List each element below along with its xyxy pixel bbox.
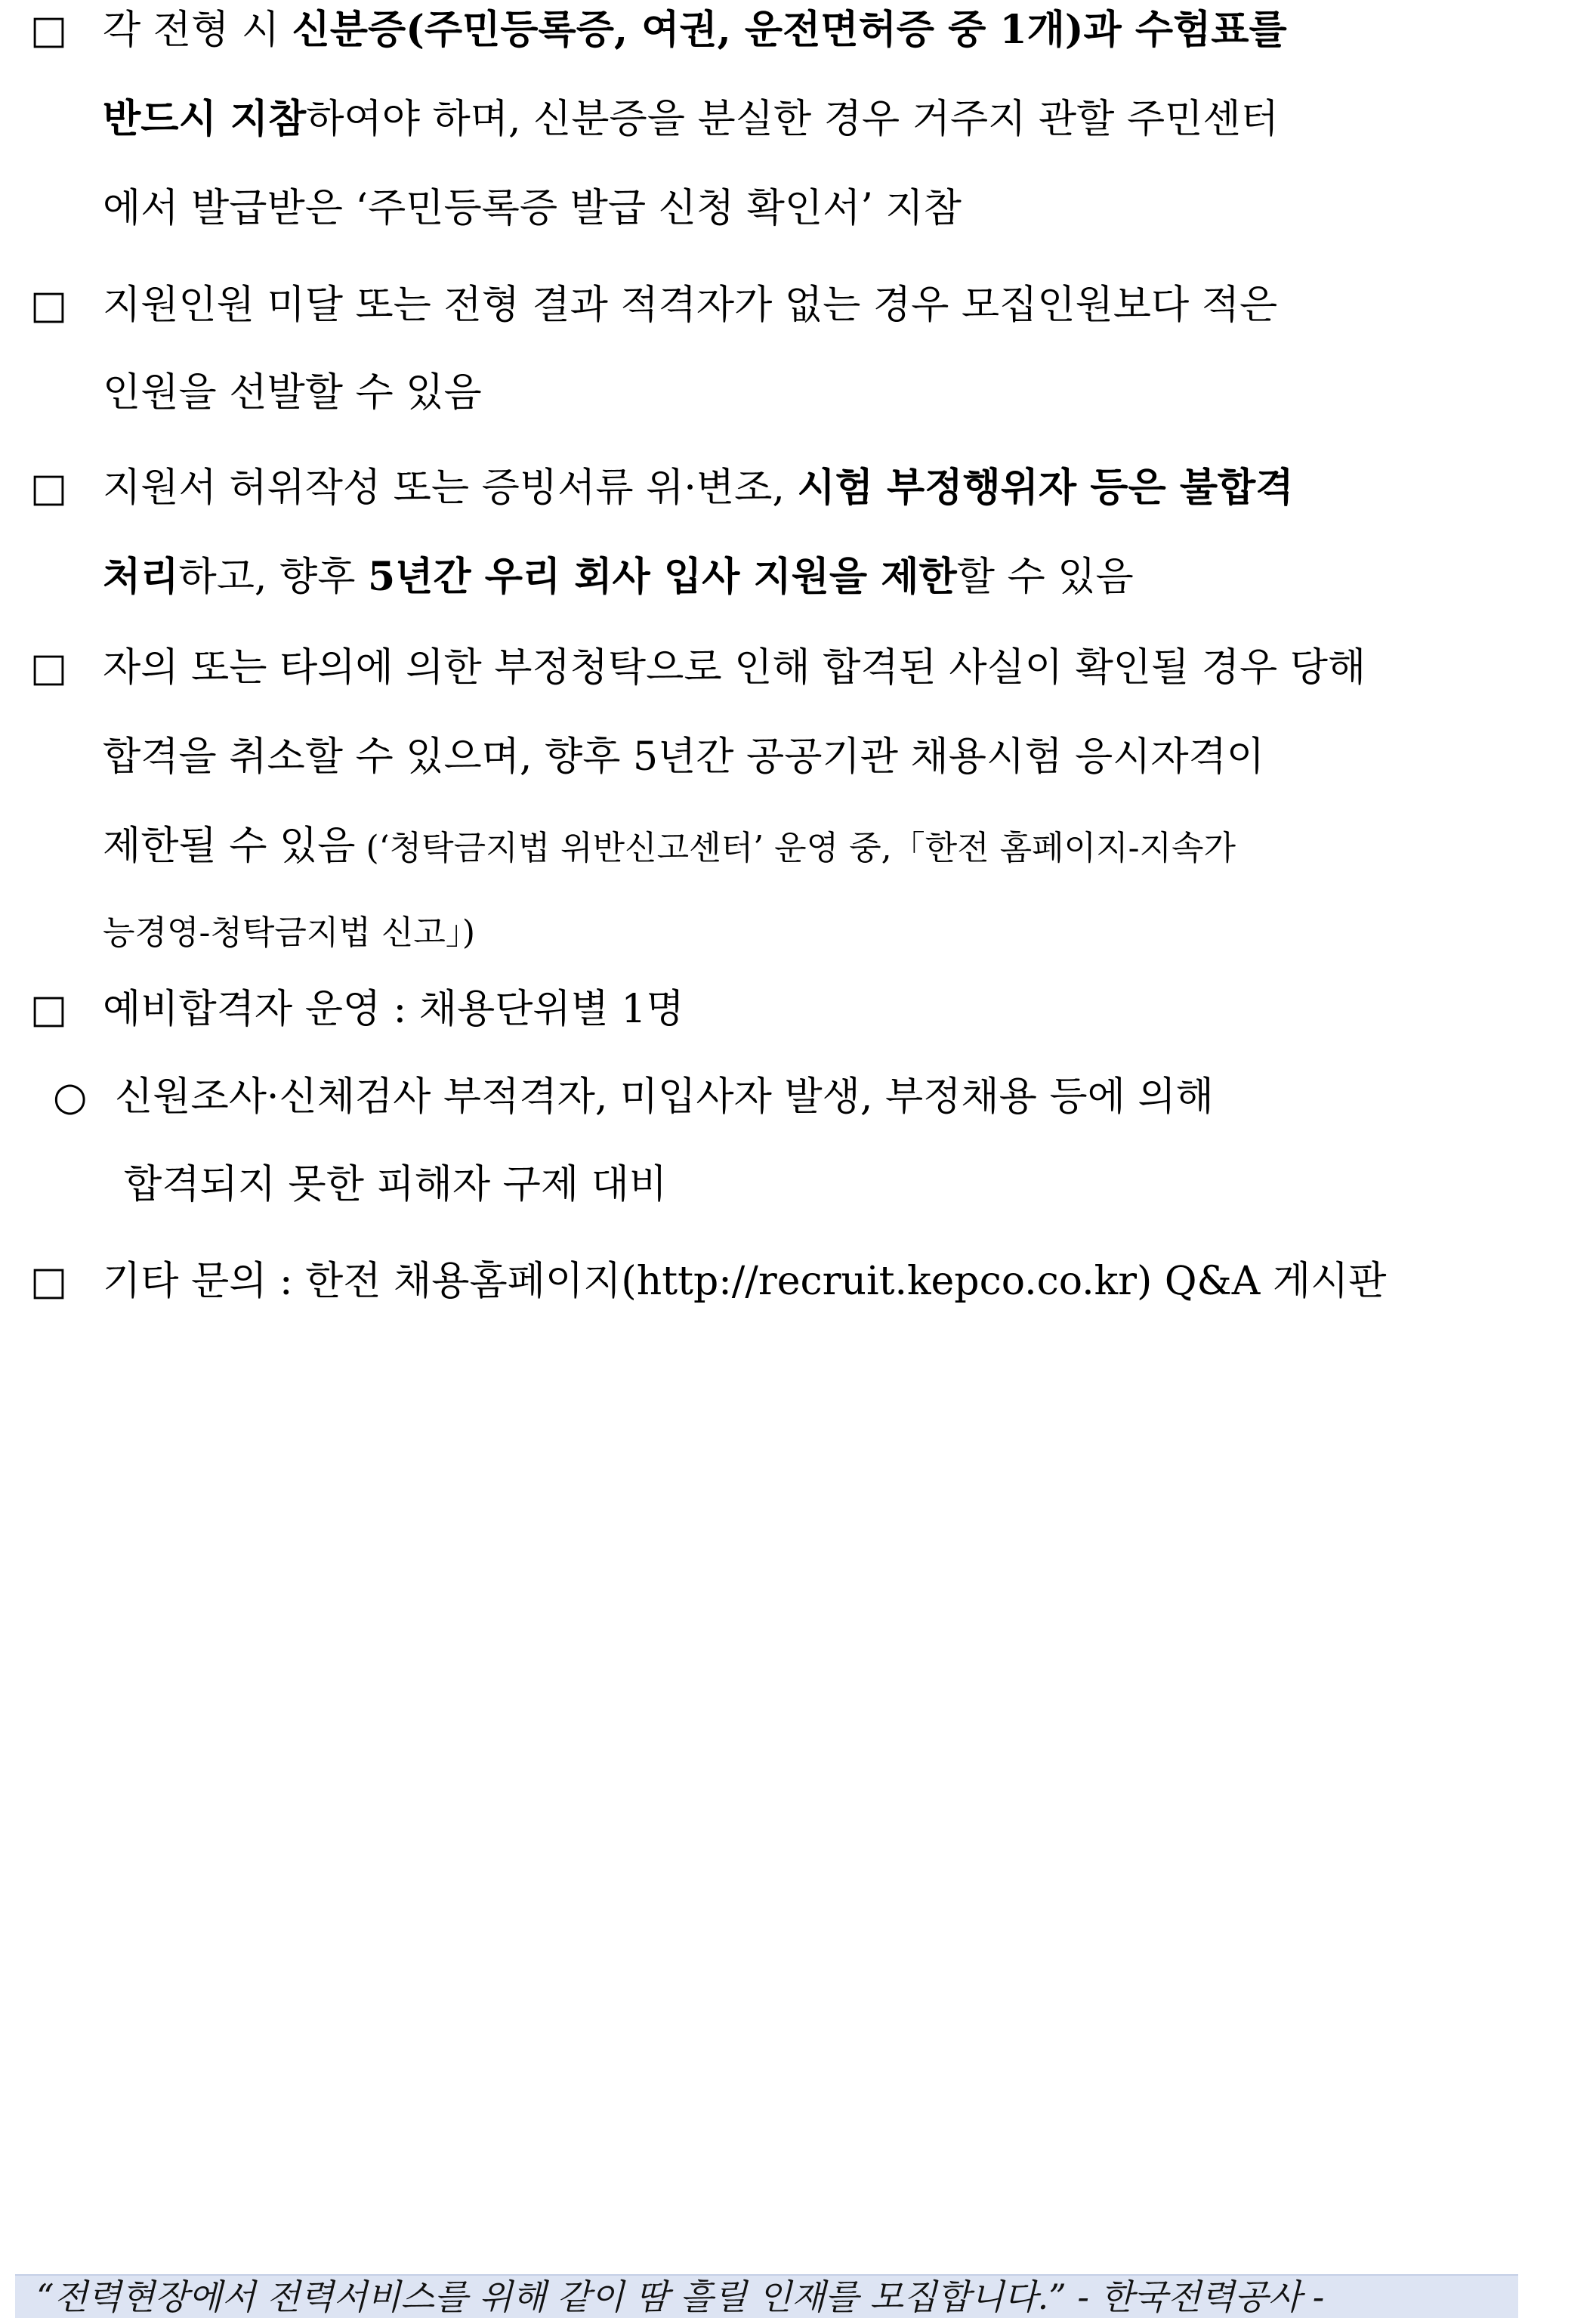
emphasis-text: 처리 bbox=[103, 554, 179, 600]
notice-text: 에서 발급받은 ‘주민등록증 발급 신청 확인서’ 지참 bbox=[103, 186, 962, 231]
notice-text: 할 수 있음 bbox=[956, 555, 1134, 600]
checkbox-square-icon: □ bbox=[30, 987, 68, 1032]
emphasis-text: 신분증(주민등록증, 여권, 운전면허증 중 1개)과 수험표를 bbox=[292, 7, 1287, 53]
notice-text: 지원인원 미달 또는 전형 결과 적격자가 없는 경우 모집인원보다 적은 bbox=[103, 283, 1278, 328]
notice-text: 기타 문의 : 한전 채용홈페이지(http://recruit.kepco.co.kr) Q&A 게시판 bbox=[103, 1259, 1387, 1304]
notice-text: 지원서 허위작성 또는 증빙서류 위·변조, bbox=[103, 465, 798, 511]
notice-text: 제한될 수 있음 bbox=[103, 824, 356, 869]
notice-line bbox=[103, 184, 962, 233]
notice-text: 합격을 취소할 수 있으며, 향후 5년간 공공기관 채용시험 응시자격이 bbox=[103, 734, 1265, 780]
checkbox-square-icon: □ bbox=[30, 465, 68, 511]
notice-text: 각 전형 시 bbox=[103, 8, 292, 53]
emphasis-text: 5년간 우리 회사 입사 지원을 제한 bbox=[368, 554, 957, 600]
footer-slogan: “전력현장에서 전력서비스를 위해 같이 땀 흘릴 인재를 모집합니다.” - 한국전력공사 - bbox=[36, 2276, 1325, 2317]
notice-line bbox=[103, 281, 1533, 329]
notice-text: 합격되지 못한 피해자 구제 대비 bbox=[124, 1162, 668, 1207]
checkbox-square-icon: □ bbox=[30, 1259, 68, 1304]
notice-text: 하여야 하며, 신분증을 분실한 경우 거주지 관할 주민센터 bbox=[306, 97, 1279, 142]
notice-line bbox=[103, 1257, 1387, 1306]
notice-line bbox=[103, 95, 1533, 144]
notice-line bbox=[103, 6, 1533, 54]
notice-line bbox=[103, 464, 1533, 512]
notice-line bbox=[103, 553, 1134, 601]
notice-line bbox=[103, 907, 475, 957]
circle-bullet-icon: ○ bbox=[53, 1074, 88, 1120]
notice-line bbox=[103, 644, 1533, 692]
notice-line bbox=[103, 822, 1236, 873]
emphasis-text: 반드시 지참 bbox=[103, 96, 307, 142]
notice-line bbox=[103, 733, 1533, 781]
notice-text: 인원을 선발할 수 있음 bbox=[103, 370, 482, 416]
notice-line bbox=[103, 985, 684, 1034]
notice-text: 신원조사·신체검사 부적격자, 미입사자 발생, 부정채용 등에 의해 bbox=[115, 1074, 1214, 1120]
notice-text: 자의 또는 타의에 의한 부정청탁으로 인해 합격된 사실이 확인될 경우 당해 bbox=[103, 645, 1366, 691]
notice-text: 능경영-청탁금지법 신고」) bbox=[103, 913, 476, 952]
notice-text: 예비합격자 운영 : 채용단위별 1명 bbox=[103, 987, 684, 1032]
notice-line bbox=[115, 1073, 1214, 1121]
checkbox-square-icon: □ bbox=[30, 645, 68, 691]
notice-text: 하고, 향후 bbox=[178, 555, 368, 600]
notice-line bbox=[124, 1161, 667, 1209]
notice-text: (‘청탁금지법 위반신고센터’ 운영 중,「한전 홈페이지-지속가 bbox=[355, 829, 1236, 867]
checkbox-square-icon: □ bbox=[30, 8, 68, 53]
footer-banner bbox=[15, 2274, 1518, 2318]
notice-line bbox=[103, 369, 482, 417]
checkbox-square-icon: □ bbox=[30, 283, 68, 328]
emphasis-text: 시험 부정행위자 등은 불합격 bbox=[797, 465, 1294, 511]
